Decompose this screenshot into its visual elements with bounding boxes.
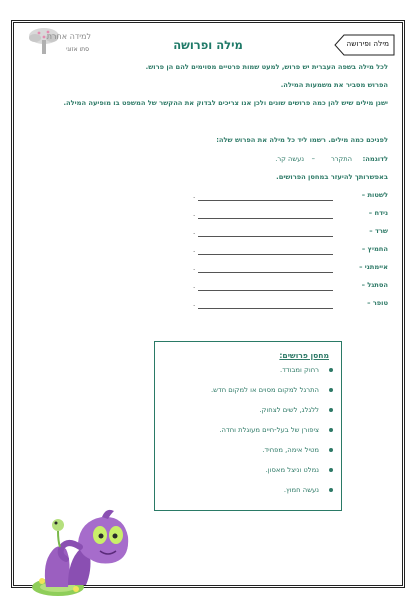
logo-line-2: סתו אזוגי [66, 46, 89, 53]
example-label: לדוגמה: [362, 155, 388, 163]
word-row [158, 281, 388, 293]
word-row [158, 209, 388, 221]
logo-line-1: למידה אחרת [46, 32, 91, 41]
answer-line[interactable] [198, 200, 333, 201]
answer-line[interactable] [198, 272, 333, 273]
word-row [158, 299, 388, 311]
example-meaning: נעשה קר. [275, 155, 304, 163]
bullet-icon [329, 428, 333, 432]
word-row [158, 227, 388, 239]
bullet-icon [329, 468, 333, 472]
word-label: שרד – [369, 227, 388, 235]
answer-line[interactable] [198, 290, 333, 291]
list-item: נמלט וניצל מאסון. [211, 466, 333, 486]
line-end: . [193, 300, 196, 308]
word-label: נידח – [368, 209, 388, 217]
line-end: . [193, 282, 196, 290]
answer-line[interactable] [198, 254, 333, 255]
bullet-icon [329, 388, 333, 392]
line-end: . [193, 264, 196, 272]
word-label: טופר – [367, 299, 388, 307]
bullet-icon [329, 368, 333, 372]
meanings-bank [154, 341, 342, 511]
purple-creature-illustration [28, 503, 136, 599]
word-row [158, 263, 388, 275]
word-label: איימתני – [359, 263, 388, 271]
list-item: התרגל למקום מסוים או למקום חדש. [211, 386, 333, 406]
list-item: נעשה חמוץ. [211, 486, 333, 506]
word-label: החמיץ – [361, 245, 388, 253]
section-tag-label: מילה ופירושה [346, 39, 389, 48]
intro-line-3: ישנן מילים שיש להן כמה פרושים שונים ולכן אנו צריכים לבדוק את ההקשר של המשפט בו מופיעה המילה. [63, 99, 388, 107]
line-end: . [193, 246, 196, 254]
intro-line-2: הפרוש מסביר את משמעות המילה. [280, 81, 388, 89]
logo [27, 26, 93, 66]
word-row [158, 191, 388, 203]
answer-line[interactable] [198, 218, 333, 219]
answer-line[interactable] [198, 308, 333, 309]
example-separator: – [311, 155, 315, 163]
word-row [158, 245, 388, 257]
list-item: רחוק ומבודד. [211, 366, 333, 386]
bullet-icon [329, 488, 333, 492]
list-item: ציפורן של בעל-חיים מעוגלת וחדה. [211, 426, 333, 446]
list-item: מטיל אימה, מפחיד. [211, 446, 333, 466]
example-word: התקרר [330, 155, 352, 163]
task-instruction: לפניכם כמה מילים. רשמו ליד כל מילה את הפרוש שלה: [216, 136, 388, 144]
page-title: מילה ופרושה [173, 38, 243, 52]
bullet-icon [329, 448, 333, 452]
line-end: . [193, 228, 196, 236]
word-label: הסתגל – [361, 281, 388, 289]
line-end: . [193, 192, 196, 200]
bank-title: מחסן פרושים: [279, 351, 329, 360]
page-frame [11, 20, 405, 588]
tree-icon [27, 26, 61, 56]
bank-hint: באפשרותך להיעזר במחסן הפרושים. [276, 173, 388, 181]
word-label: לשטות – [361, 191, 388, 199]
intro-line-1: לכל מילה בשפה העברית יש פרוש, למעט שמות פרטיים מסוימים להם הן פרוש. [145, 63, 388, 71]
bank-list [211, 366, 333, 506]
line-end: . [193, 210, 196, 218]
answer-line[interactable] [198, 236, 333, 237]
list-item: ללגלג, לשים לצחוק. [211, 406, 333, 426]
bullet-icon [329, 408, 333, 412]
